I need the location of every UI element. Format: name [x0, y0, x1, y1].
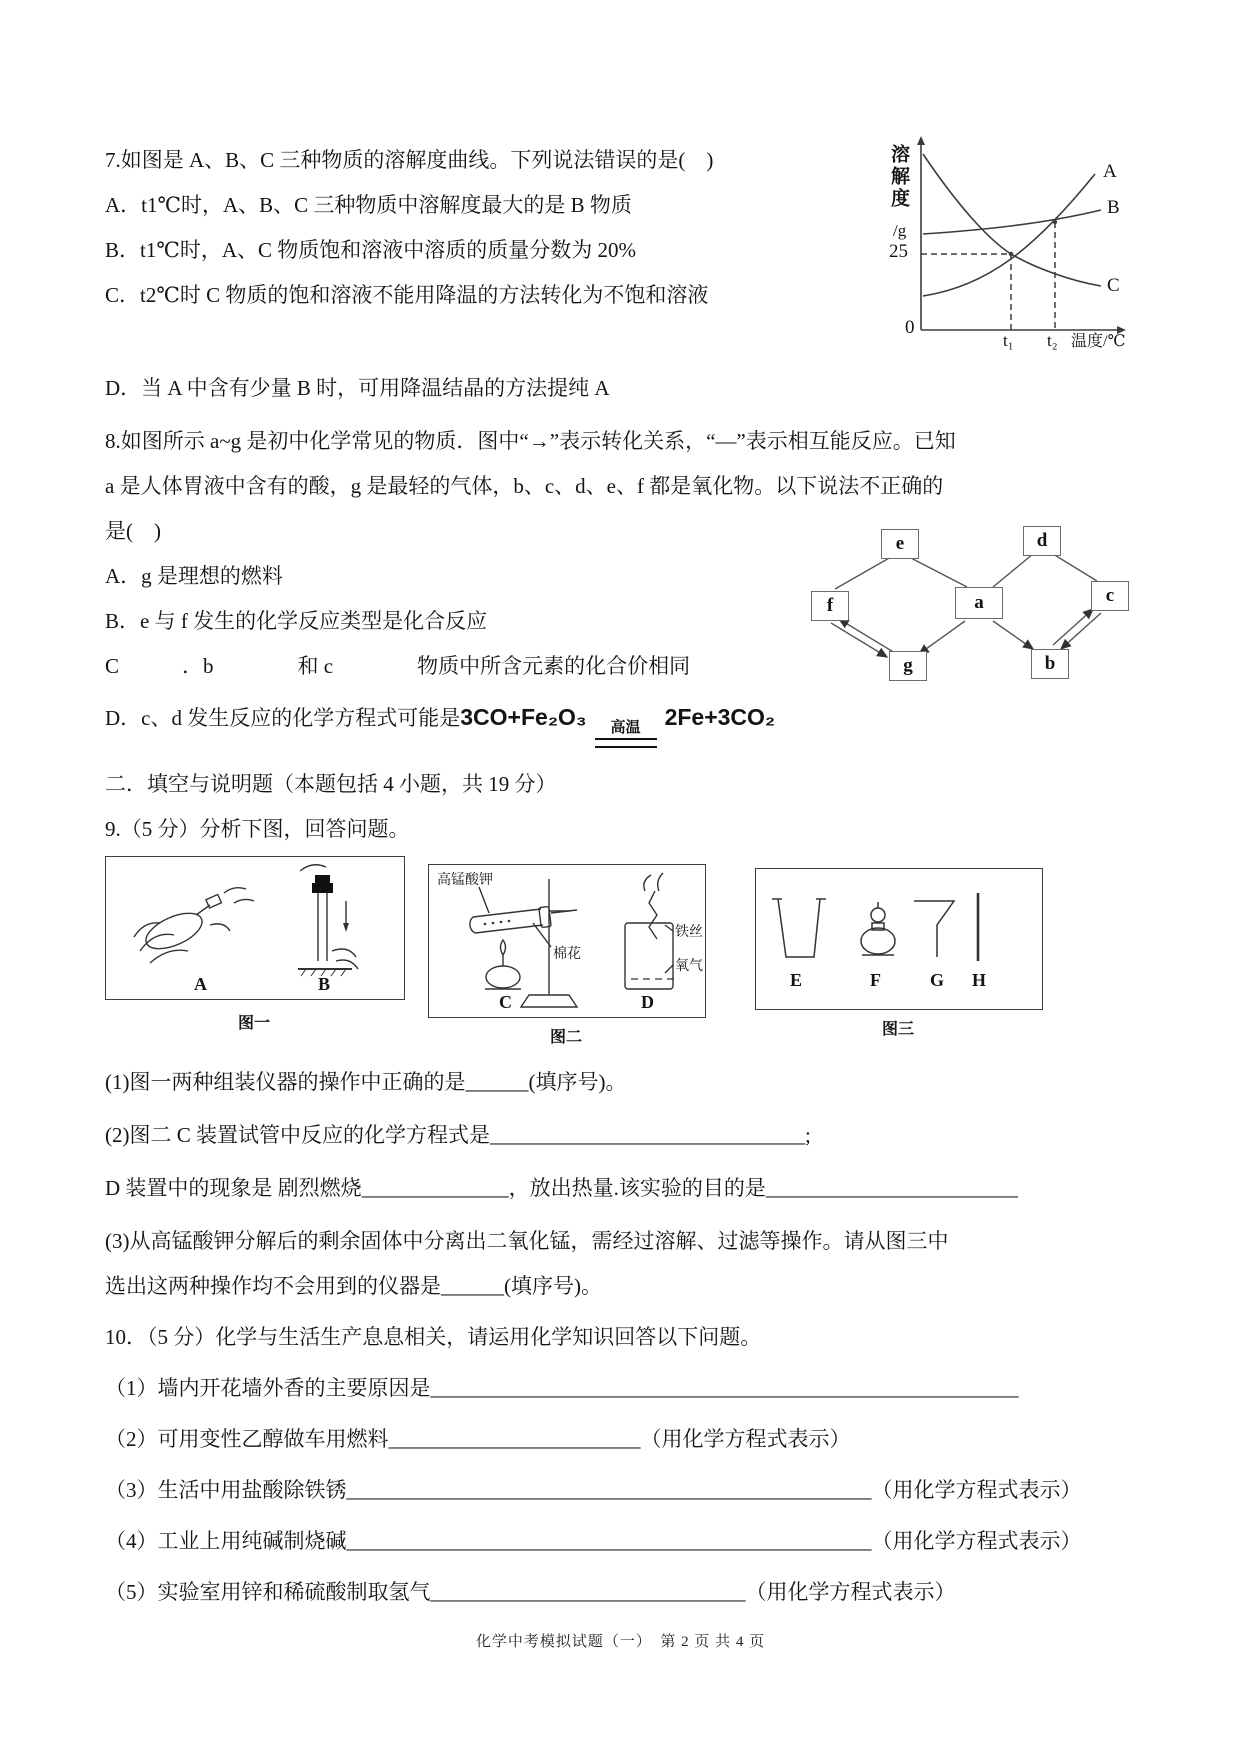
x-tick-t2: t₂: [1047, 331, 1058, 350]
q10-sub4: （4）工业上用纯碱制烧碱__________________________________________________（用化学方程式表示）: [105, 1529, 1082, 1553]
curve-a-label: A: [1103, 161, 1117, 182]
tube-stopper-sketch-icon: [298, 865, 358, 976]
q7-option-b: B．t1℃时，A、C 物质饱和溶液中溶质的质量分数为 20%: [105, 238, 636, 262]
curve-b-line: [923, 210, 1101, 234]
arrow-c-to-b: [1061, 613, 1101, 649]
figure-2-oxygen-label: 氧气: [675, 959, 703, 974]
solubility-graph-canvas: [883, 134, 1135, 362]
figure-2-caption: 图二: [549, 1029, 582, 1046]
figure-2-label-d: D: [641, 992, 654, 1012]
q8-stem-line1: 8.如图所示 a~g 是初中化学常见的物质．图中“→”表示转化关系，“—”表示相互能反应。已知: [105, 429, 956, 453]
node-b: b: [1031, 649, 1069, 679]
node-c: c: [1091, 581, 1129, 611]
q8-option-d: [105, 695, 1135, 748]
hand-flask-sketch-icon: [134, 888, 254, 963]
q9-sub4-line1: (3)从高锰酸钾分解后的剩余固体中分离出二氧化锰，需经过溶解、过滤等操作。请从图三中: [105, 1229, 949, 1253]
test-tube-icon: [470, 887, 577, 947]
q8-option-b: B．e 与 f 发生的化学反应类型是化合反应: [105, 609, 488, 633]
figure-1-label-b: B: [318, 974, 331, 994]
figure-2-panel: [428, 864, 706, 1018]
q10-sub3: （3）生活中用盐酸除铁锈__________________________________________________（用化学方程式表示）: [105, 1478, 1082, 1502]
q9-sub2: (2)图二 C 装置试管中反应的化学方程式是______________________________;: [105, 1123, 811, 1147]
gas-bottle-icon: [625, 873, 674, 989]
q9-sub4-line2: 选出这两种操作均不会用到的仪器是______(填序号)。: [105, 1274, 602, 1298]
beaker-icon: [772, 899, 826, 957]
edge-e-a: [909, 557, 967, 587]
q10-sub1: （1）墙内开花墙外香的主要原因是________________________________________________________: [105, 1376, 1019, 1400]
figure-1-caption: 图一: [237, 1015, 270, 1032]
figure-1-drawing: [106, 857, 404, 999]
equation-condition-text: 高温: [610, 719, 641, 736]
page-footer: 化学中考模拟试题（一） 第 2 页 共 4 页: [475, 1634, 766, 1650]
y-tick-25: 25: [889, 241, 908, 262]
q7-option-c: C．t2℃时 C 物质的饱和溶液不能用降温的方法转化为不饱和溶液: [105, 283, 709, 307]
y-axis-label: 溶解度: [888, 144, 909, 210]
alcohol-lamp-icon: [861, 902, 895, 955]
funnel-icon: [914, 901, 954, 957]
equation-condition: [595, 720, 657, 748]
page-content: [105, 138, 1135, 1615]
curve-c-label: C: [1107, 275, 1120, 296]
q7-option-d: D．当 A 中含有少量 B 时，可用降温结晶的方法提纯 A: [105, 376, 610, 400]
question-8: [105, 419, 1135, 748]
alcohol-lamp-icon: [485, 940, 521, 989]
figure-2-iron-wire-label: 铁丝: [675, 925, 703, 940]
node-e: e: [881, 529, 919, 559]
question-7: [105, 138, 1135, 411]
figure-3-label-h: H: [972, 970, 987, 990]
equation-rhs: 2Fe+3CO₂: [664, 704, 776, 730]
figure-2-kmno4-label: 高锰酸钾: [437, 873, 493, 888]
q10-sub5: （5）实验室用锌和稀硫酸制取氢气______________________________（用化学方程式表示）: [105, 1580, 956, 1604]
y-axis-arrow: [917, 136, 925, 145]
figure-3-label-f: F: [870, 970, 881, 990]
arrow-a-to-g: [919, 621, 965, 654]
q8-stem-line2: a 是人体胃液中含有的酸，g 是最轻的气体，b、c、d、e、f 都是氧化物。以下说法不正确的: [105, 474, 944, 498]
node-g: g: [889, 651, 927, 681]
figure-3-panel: [755, 868, 1043, 1010]
figure-2-label-c: C: [499, 992, 512, 1012]
q8-option-d-text: D．c、d 发生反应的化学方程式可能是: [105, 706, 461, 730]
x-axis-label: 温度/℃: [1071, 333, 1126, 350]
origin-label: 0: [905, 317, 915, 338]
figure-2-cotton-label: 棉花: [553, 947, 581, 962]
q8-option-a: A．g 是理想的燃料: [105, 564, 283, 588]
section-2-title: 二．填空与说明题（本题包括 4 小题，共 19 分）: [105, 772, 557, 796]
node-f: f: [811, 591, 849, 621]
q7-option-a: A．t1℃时，A、B、C 三种物质中溶解度最大的是 B 物质: [105, 193, 632, 217]
q9-sub1: (1)图一两种组装仪器的操作中正确的是______(填序号)。: [105, 1070, 627, 1094]
q10-stem: 10．（5 分）化学与生活生产息息相关，请运用化学知识回答以下问题。: [105, 1325, 762, 1349]
figure-3-label-e: E: [790, 970, 803, 990]
iron-stand-icon: [521, 879, 577, 1007]
figure-3-caption: 图三: [881, 1021, 914, 1038]
equation-lhs: 3CO+Fe₂O₃: [460, 704, 587, 730]
arrow-f-to-g: [831, 623, 887, 657]
q8-option-c: C ．b 和 c 物质中所含元素的化合价相同: [105, 654, 691, 678]
q7-stem: 7.如图是 A、B、C 三种物质的溶解度曲线。下列说法错误的是( ): [105, 148, 714, 172]
kmno4-powder-dots: [484, 920, 511, 926]
figure-1-panel: [105, 856, 405, 1000]
edge-a-d: [993, 554, 1033, 587]
edge-d-c: [1053, 554, 1097, 581]
y-axis-unit: /g: [893, 221, 907, 240]
solubility-graph: [883, 134, 1135, 362]
curve-c-line: [923, 154, 1101, 286]
q10-sub2: （2）可用变性乙醇做车用燃料________________________（用化学方程式表示）: [105, 1427, 851, 1451]
arrow-b-to-c: [1053, 609, 1093, 645]
arrow-g-to-f: [839, 619, 895, 653]
q8-stem-line3: 是( ): [105, 519, 161, 543]
intersection-t1: [1009, 252, 1013, 256]
node-a: a: [955, 587, 1003, 619]
q9-sub3: D 装置中的现象是 剧烈燃烧______________，放出热量.该实验的目的是________________________: [105, 1176, 1018, 1200]
figure-3-label-g: G: [930, 970, 945, 990]
node-d: d: [1023, 526, 1061, 556]
curve-b-label: B: [1107, 197, 1120, 218]
equation-double-line: [595, 738, 657, 748]
x-tick-t1: t₁: [1003, 331, 1014, 350]
intersection-t2: [1053, 220, 1057, 224]
chemical-equation: [460, 704, 776, 736]
arrow-a-to-b: [993, 621, 1033, 649]
q9-stem: 9.（5 分）分析下图，回答问题。: [105, 817, 410, 841]
edge-e-f: [835, 557, 891, 589]
substance-relation-diagram: [803, 523, 1135, 693]
q9-figures: [105, 856, 1135, 1052]
figure-1-label-a: A: [194, 974, 207, 994]
